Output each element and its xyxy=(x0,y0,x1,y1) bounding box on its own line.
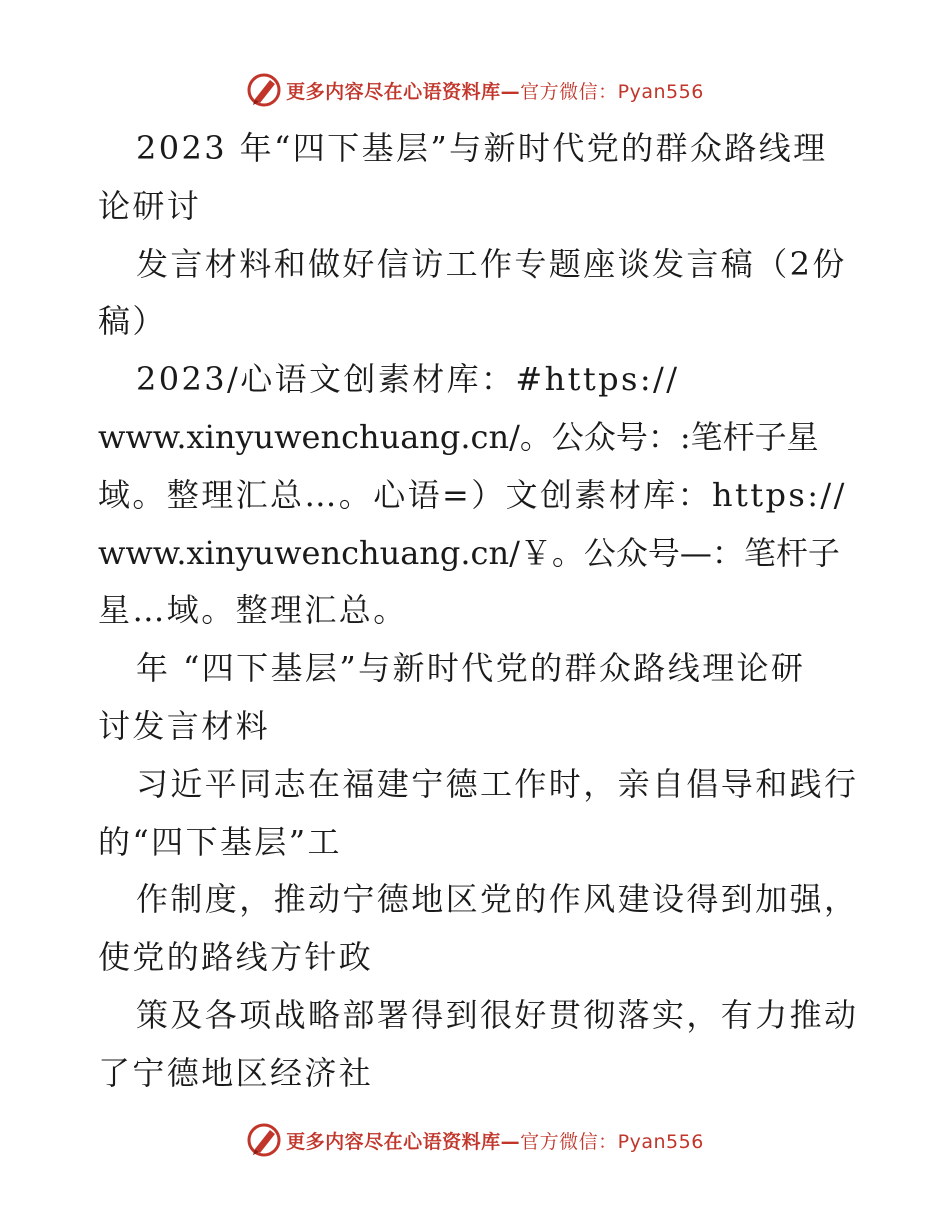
watermark-title: 更多内容尽在心语资料库 xyxy=(286,1130,501,1153)
text-line: 作制度，推动宁德地区党的作风建设得到加强， xyxy=(136,880,859,919)
document-body xyxy=(98,120,858,1103)
text-line: www.xinyuwenchuang.cn/￥。公众号—：笔杆子 xyxy=(98,533,840,572)
text-line: 2023 年“四下基层”与新时代党的群众路线理 xyxy=(136,129,828,167)
watermark-text xyxy=(286,77,704,104)
watermark-dash: — xyxy=(500,80,521,103)
text-line: 讨发言材料 xyxy=(98,706,271,745)
text-line: 的“四下基层”工 xyxy=(98,822,342,861)
watermark-dash: — xyxy=(500,1130,521,1153)
watermark-title: 更多内容尽在心语资料库 xyxy=(286,80,501,103)
text-line: 稿） xyxy=(98,302,167,341)
text-line: 域。整理汇总…。心语=）文创素材库：https:// xyxy=(98,475,847,514)
text-line: 策及各项战略部署得到很好贯彻落实，有力推动 xyxy=(136,995,859,1034)
header-watermark-banner xyxy=(0,70,950,110)
text-line: 年 “四下基层”与新时代党的群众路线理论研 xyxy=(136,649,806,688)
text-line: 星…域。整理汇总。 xyxy=(98,591,408,630)
text-line: 使党的路线方针政 xyxy=(98,938,374,977)
text-line: 发言材料和做好信访工作专题座谈发言稿（2份 xyxy=(136,244,847,283)
watermark-contact: 官方微信：Pyan556 xyxy=(520,80,704,103)
text-line: 了宁德地区经济社 xyxy=(98,1053,374,1092)
footer-watermark-banner xyxy=(0,1120,950,1160)
text-line: 论研讨 xyxy=(98,186,202,225)
text-line: 习近平同志在福建宁德工作时，亲自倡导和践行 xyxy=(136,764,859,803)
pen-logo-icon xyxy=(246,1122,282,1158)
pen-logo-icon xyxy=(246,72,282,108)
text-line: www.xinyuwenchuang.cn/。公众号：:笔杆子星 xyxy=(98,417,819,456)
watermark-text xyxy=(286,1127,704,1154)
watermark-contact: 官方微信：Pyan556 xyxy=(520,1130,704,1153)
text-line: 2023/心语文创素材库：#https:// xyxy=(136,360,680,399)
